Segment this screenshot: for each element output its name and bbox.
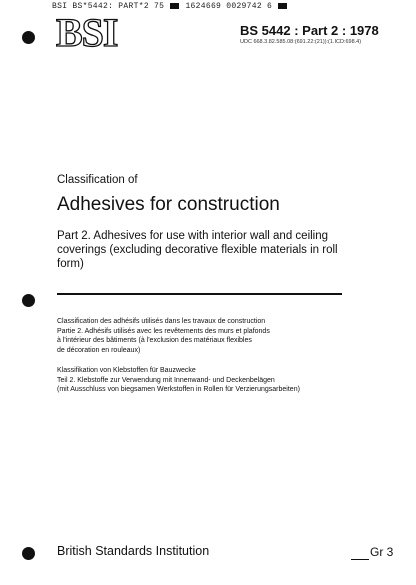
price-group: Gr 3 [370, 545, 394, 559]
scan-code-right: 1624669 0029742 6 [185, 2, 273, 11]
barcode-mark-icon [278, 3, 287, 9]
part-description: Part 2. Adhesives for use with interior wall and ceiling coverings (excluding decorative flexible materials in roll form) [57, 230, 338, 270]
document-title: Adhesives for construction [57, 194, 280, 215]
german-title: Klassifikation von Klebstoffen für Bauzwecke Teil 2. Klebstoffe zur Verwendung mit Innenwand- und Deckenbelägen (mit Ausschluss von biegsamen Werkstoffen in Rollen für Verzierungsarbeiten) [57, 367, 300, 393]
barcode-mark-icon [170, 3, 179, 9]
standard-number: BS 5442 : Part 2 : 1978 [240, 23, 379, 38]
price-group-underline [351, 559, 369, 560]
punch-hole-top [22, 31, 35, 44]
scan-code-left: BSI BS*5442: PART*2 75 [52, 2, 165, 11]
bsi-logo: BSI [56, 10, 118, 55]
punch-hole-middle [22, 294, 35, 307]
publisher-name: British Standards Institution [57, 544, 210, 558]
classification-heading: Classification of [57, 174, 138, 186]
french-title: Classification des adhésifs utilisés dans les travaux de construction Partie 2. Adhésifs utilisés avec les revêtements des murs et plafonds à l'intérieur des bâtiments (à l'exclusion des matériaux flexibles de décoration en rouleaux) [57, 318, 270, 354]
divider-rule [57, 293, 342, 295]
udc-code: UDC 668.3.82.585.08:(691.22:(21)):(1.ICD:698.4) [240, 39, 362, 45]
punch-hole-bottom [22, 547, 35, 560]
